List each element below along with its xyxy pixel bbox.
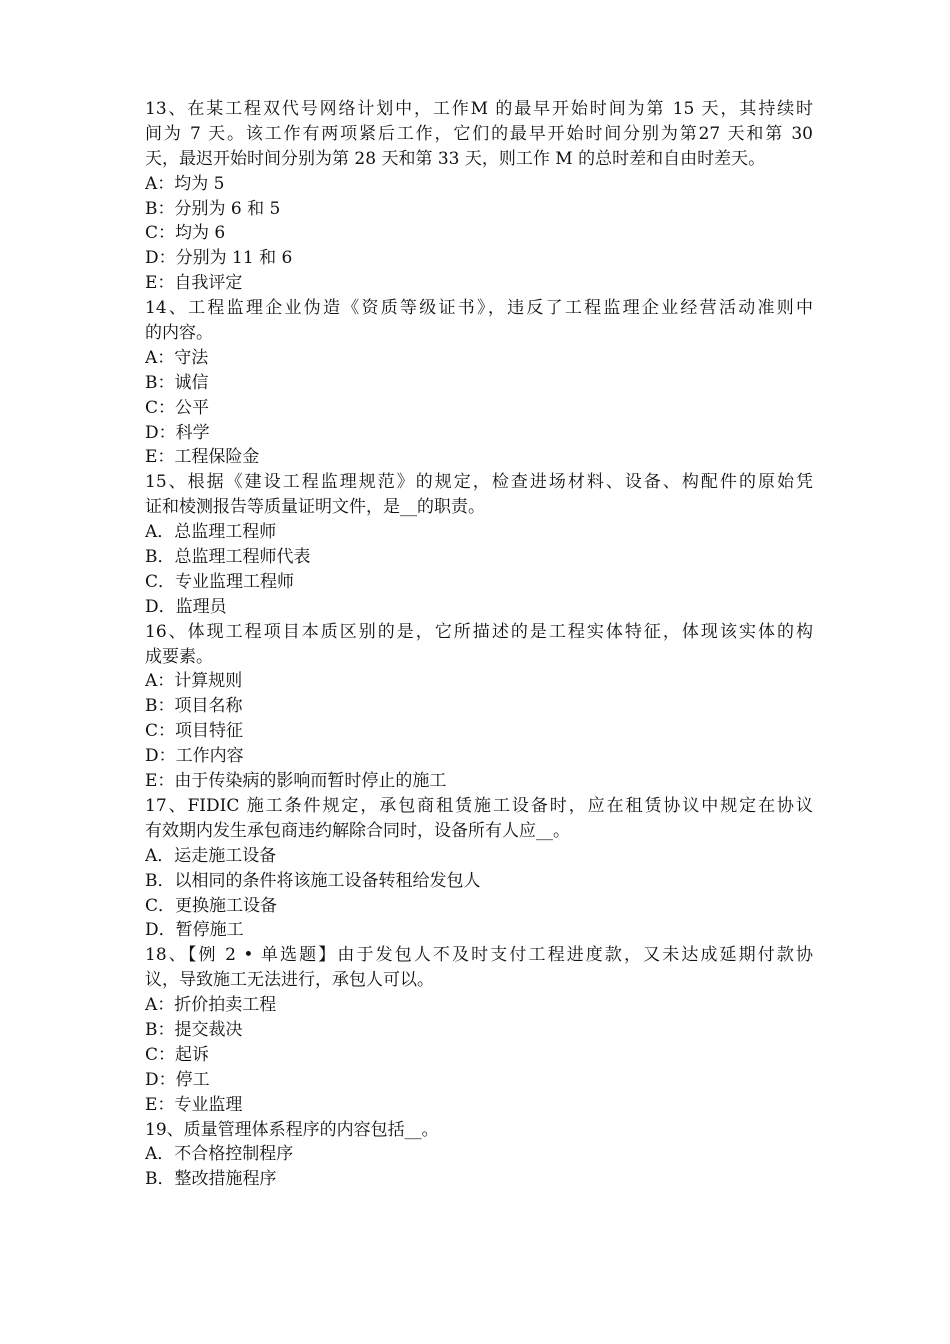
question-19 bbox=[145, 1118, 813, 1193]
question-text: 14、工程监理企业伪造《资质等级证书》，违反了工程监理企业经营活动准则中 bbox=[145, 298, 813, 319]
question-text: 天，最迟开始时间分别为第 28 天和第 33 天，则工作 M 的总时差和自由时差天。 bbox=[145, 148, 766, 169]
option-c: C：项目特征 bbox=[145, 721, 244, 742]
question-text: 15、根据《建设工程监理规范》的规定，检查进场材料、设备、构配件的原始凭 bbox=[145, 472, 813, 493]
option-d: D：分别为 11 和 6 bbox=[145, 248, 293, 269]
question-13 bbox=[145, 97, 813, 296]
option-e: E：自我评定 bbox=[145, 273, 243, 294]
option-a: A：均为 5 bbox=[145, 173, 225, 194]
question-text: 19、质量管理体系程序的内容包括__。 bbox=[145, 1119, 439, 1140]
question-text: 16、体现工程项目本质区别的是，它所描述的是工程实体特征，体现该实体的构 bbox=[145, 621, 813, 642]
option-d: D：停工 bbox=[145, 1069, 210, 1090]
question-14 bbox=[145, 296, 813, 470]
question-18 bbox=[145, 943, 813, 1117]
document-page bbox=[145, 97, 813, 1192]
question-text: 13、在某工程双代号网络计划中，工作M 的最早开始时间为第 15 天，其持续时 bbox=[145, 99, 813, 119]
option-a: A：计算规则 bbox=[145, 671, 243, 692]
option-b: B．总监理工程师代表 bbox=[145, 547, 311, 568]
question-15 bbox=[145, 470, 813, 619]
question-text: 18、【例 2 • 单选题】由于发包人不及时支付工程进度款，又未达成延期付款协 bbox=[145, 945, 813, 966]
option-d: D．暂停施工 bbox=[145, 920, 244, 941]
option-a: A．总监理工程师 bbox=[145, 522, 277, 543]
question-16 bbox=[145, 620, 813, 794]
option-e: E：由于传染病的影响而暂时停止的施工 bbox=[145, 771, 447, 792]
option-e: E：工程保险金 bbox=[145, 447, 260, 468]
option-c: C：起诉 bbox=[145, 1044, 210, 1065]
question-text: 间为 7 天。该工作有两项紧后工作，它们的最早开始时间分别为第27 天和第 30 bbox=[145, 123, 813, 144]
option-b: B：诚信 bbox=[145, 372, 209, 393]
option-b: B：项目名称 bbox=[145, 696, 243, 717]
option-a: A．不合格控制程序 bbox=[145, 1144, 294, 1165]
option-d: D．监理员 bbox=[145, 596, 227, 617]
question-17 bbox=[145, 794, 813, 943]
option-c: C．更换施工设备 bbox=[145, 895, 278, 916]
option-b: B：提交裁决 bbox=[145, 1019, 243, 1040]
question-text: 17、FIDIC 施工条件规定，承包商租赁施工设备时，应在租赁协议中规定在协议 bbox=[145, 795, 813, 816]
option-c: C：公平 bbox=[145, 397, 210, 418]
option-a: A：折价拍卖工程 bbox=[145, 995, 277, 1016]
question-text: 的内容。 bbox=[145, 323, 213, 344]
option-a: A．运走施工设备 bbox=[145, 845, 277, 866]
option-b: B．整改措施程序 bbox=[145, 1169, 277, 1190]
option-e: E：专业监理 bbox=[145, 1094, 243, 1115]
option-b: B．以相同的条件将该施工设备转租给发包人 bbox=[145, 870, 481, 891]
option-d: D：工作内容 bbox=[145, 746, 244, 767]
option-c: C．专业监理工程师 bbox=[145, 571, 295, 592]
option-d: D：科学 bbox=[145, 422, 210, 443]
question-text: 证和棱测报告等质量证明文件，是__的职责。 bbox=[145, 497, 485, 518]
question-text: 议，导致施工无法进行，承包人可以。 bbox=[145, 970, 434, 991]
option-c: C：均为 6 bbox=[145, 223, 226, 244]
option-b: B：分别为 6 和 5 bbox=[145, 198, 281, 219]
option-a: A：守法 bbox=[145, 347, 209, 368]
question-text: 成要素。 bbox=[145, 646, 213, 667]
question-text: 有效期内发生承包商违约解除合同时，设备所有人应__。 bbox=[145, 820, 570, 841]
